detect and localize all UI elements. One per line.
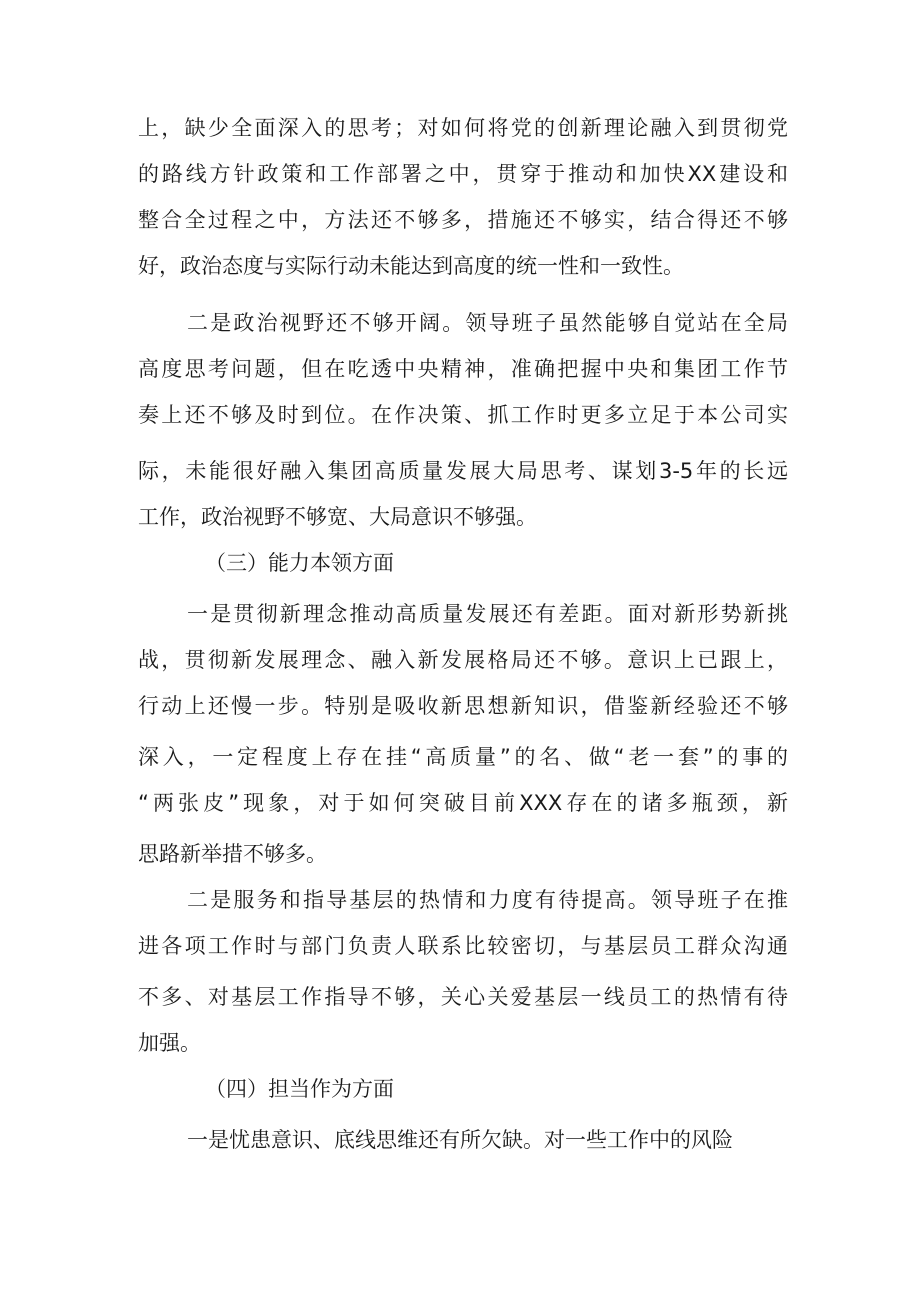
section-heading-3: （三）能力本领方面 xyxy=(205,551,394,575)
paragraph-1-line-4: 好，政治态度与实际行动未能达到高度的统一性和一致性。 xyxy=(138,254,684,278)
paragraph-3-line-4: 深入，一定程度上存在挂“高质量”的名、做“老一套”的事的 xyxy=(138,745,788,769)
paragraph-2-line-3: 奏上还不够及时到位。在作决策、抓工作时更多立足于本公司实 xyxy=(138,403,788,427)
paragraph-4-line-4: 加强。 xyxy=(138,1031,201,1055)
paragraph-2-line-2: 高度思考问题，但在吃透中央精神，准确把握中央和集团工作节 xyxy=(138,357,788,381)
paragraph-4-line-2: 进各项工作时与部门负责人联系比较密切，与基层员工群众沟通 xyxy=(138,934,788,958)
paragraph-2-line-4: 际，未能很好融入集团高质量发展大局思考、谋划3-5年的长远 xyxy=(138,459,788,483)
paragraph-3-line-2: 战，贯彻新发展理念、融入新发展格局还不够。意识上已跟上， xyxy=(138,648,788,672)
paragraph-3-line-6: 思路新举措不够多。 xyxy=(138,842,327,866)
paragraph-4-line-3: 不多、对基层工作指导不够，关心关爱基层一线员工的热情有待 xyxy=(138,985,788,1009)
paragraph-1-line-1: 上，缺少全面深入的思考；对如何将党的创新理论融入到贯彻党 xyxy=(138,116,788,140)
paragraph-1-line-3: 整合全过程之中，方法还不够多，措施还不够实，结合得还不够 xyxy=(138,208,788,232)
section-heading-4: （四）担当作为方面 xyxy=(205,1077,394,1101)
paragraph-4-line-1: 二是服务和指导基层的热情和力度有待提高。领导班子在推 xyxy=(187,888,788,912)
paragraph-1-line-2: 的路线方针政策和工作部署之中，贯穿于推动和加快XX建设和 xyxy=(138,162,788,186)
paragraph-2-line-1: 二是政治视野还不够开阔。领导班子虽然能够自觉站在全局 xyxy=(187,311,788,335)
paragraph-3-line-3: 行动上还慢一步。特别是吸收新思想新知识，借鉴新经验还不够 xyxy=(138,694,788,718)
paragraph-2-line-5: 工作，政治视野不够宽、大局意识不够强。 xyxy=(138,505,537,529)
paragraph-3-line-5: “两张皮”现象，对于如何突破目前XXX存在的诸多瓶颈，新 xyxy=(138,791,788,815)
paragraph-3-line-1: 一是贯彻新理念推动高质量发展还有差距。面对新形势新挑 xyxy=(187,602,788,626)
paragraph-5-line-1: 一是忧患意识、底线思维还有所欠缺。对一些工作中的风险 xyxy=(187,1128,733,1152)
